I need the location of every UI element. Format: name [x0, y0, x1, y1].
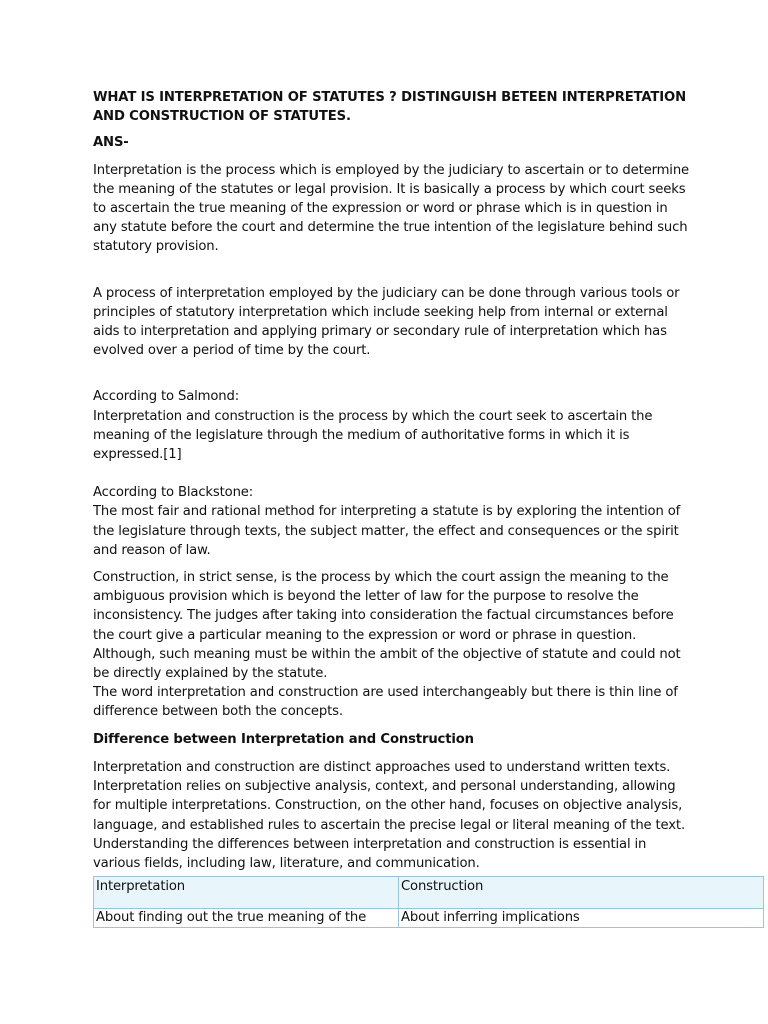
salmond-text: Interpretation and construction is the process by which the court seek to ascertain the meaning of the legislature through the medium of authoritative forms in which it is expressed.[1]: [93, 408, 653, 463]
document-body: [93, 88, 693, 881]
blank-line: [93, 265, 693, 284]
blank-line: [93, 368, 693, 387]
blackstone-text: The most fair and rational method for interpreting a statute is by exploring the intention of the legislature through texts, the subject matter, the effect and consequences or the spirit and reason of law.: [93, 504, 681, 558]
table-cell: About inferring implications: [399, 909, 764, 928]
table-row: [94, 909, 764, 928]
document-heading: WHAT IS INTERPRETATION OF STATUTES ? DISTINGUISH BETEEN INTERPRETATION AND CONSTRUCTION OF STATUTES.: [93, 90, 686, 125]
paragraph-difference: Interpretation and construction are distinct approaches used to understand written texts. Interpretation relies on subjective analysis, context, and personal understanding, allowing for multiple interpretations. Construction, on the other hand, focuses on objective analysis, language, and established rules to ascertain the precise legal or literal meaning of the text. Understanding the differences between interpretation and construction is essential in various fields, including law, literature, and communication.: [93, 759, 685, 871]
table-header-interpretation: Interpretation: [94, 877, 399, 909]
paragraph-process: A process of interpretation employed by the judiciary can be done through various tools or principles of statutory interpretation which include seeking help from internal or external aids to interpretation and applying primary or secondary rule of interpretation which has evolved over a period of time by the court.: [93, 285, 680, 359]
paragraph-definition: Interpretation is the process which is employed by the judiciary to ascertain or to determine the meaning of the statutes or legal provision. It is basically a process by which court seeks to ascertain the true meaning of the expression or word or phrase which is in question in any statute before the court and determine the true intention of the legislature behind such statutory provision.: [93, 162, 689, 255]
table-header-row: [94, 877, 764, 909]
answer-label: ANS-: [93, 135, 129, 151]
salmond-title: According to Salmond:: [93, 389, 239, 405]
paragraph-thin-line: The word interpretation and construction are used interchangeably but there is thin line of difference between both the concepts.: [93, 685, 678, 720]
table-header-construction: Construction: [399, 877, 764, 909]
blank-line: [93, 464, 693, 483]
paragraph-construction: Construction, in strict sense, is the process by which the court assign the meaning to the ambiguous provision which is beyond the letter of law for the purpose to resolve the inconsistency. The judges after taking into consideration the factual circumstances before the court give a particular meaning to the expression or word or phrase in question. Although, such meaning must be within the ambit of the objective of statute and could not be directly explained by the statute.: [93, 570, 681, 682]
blackstone-title: According to Blackstone:: [93, 485, 254, 501]
table-cell: About finding out the true meaning of the: [94, 909, 399, 928]
comparison-table: [93, 876, 764, 928]
difference-heading: Difference between Interpretation and Construction: [93, 731, 474, 747]
